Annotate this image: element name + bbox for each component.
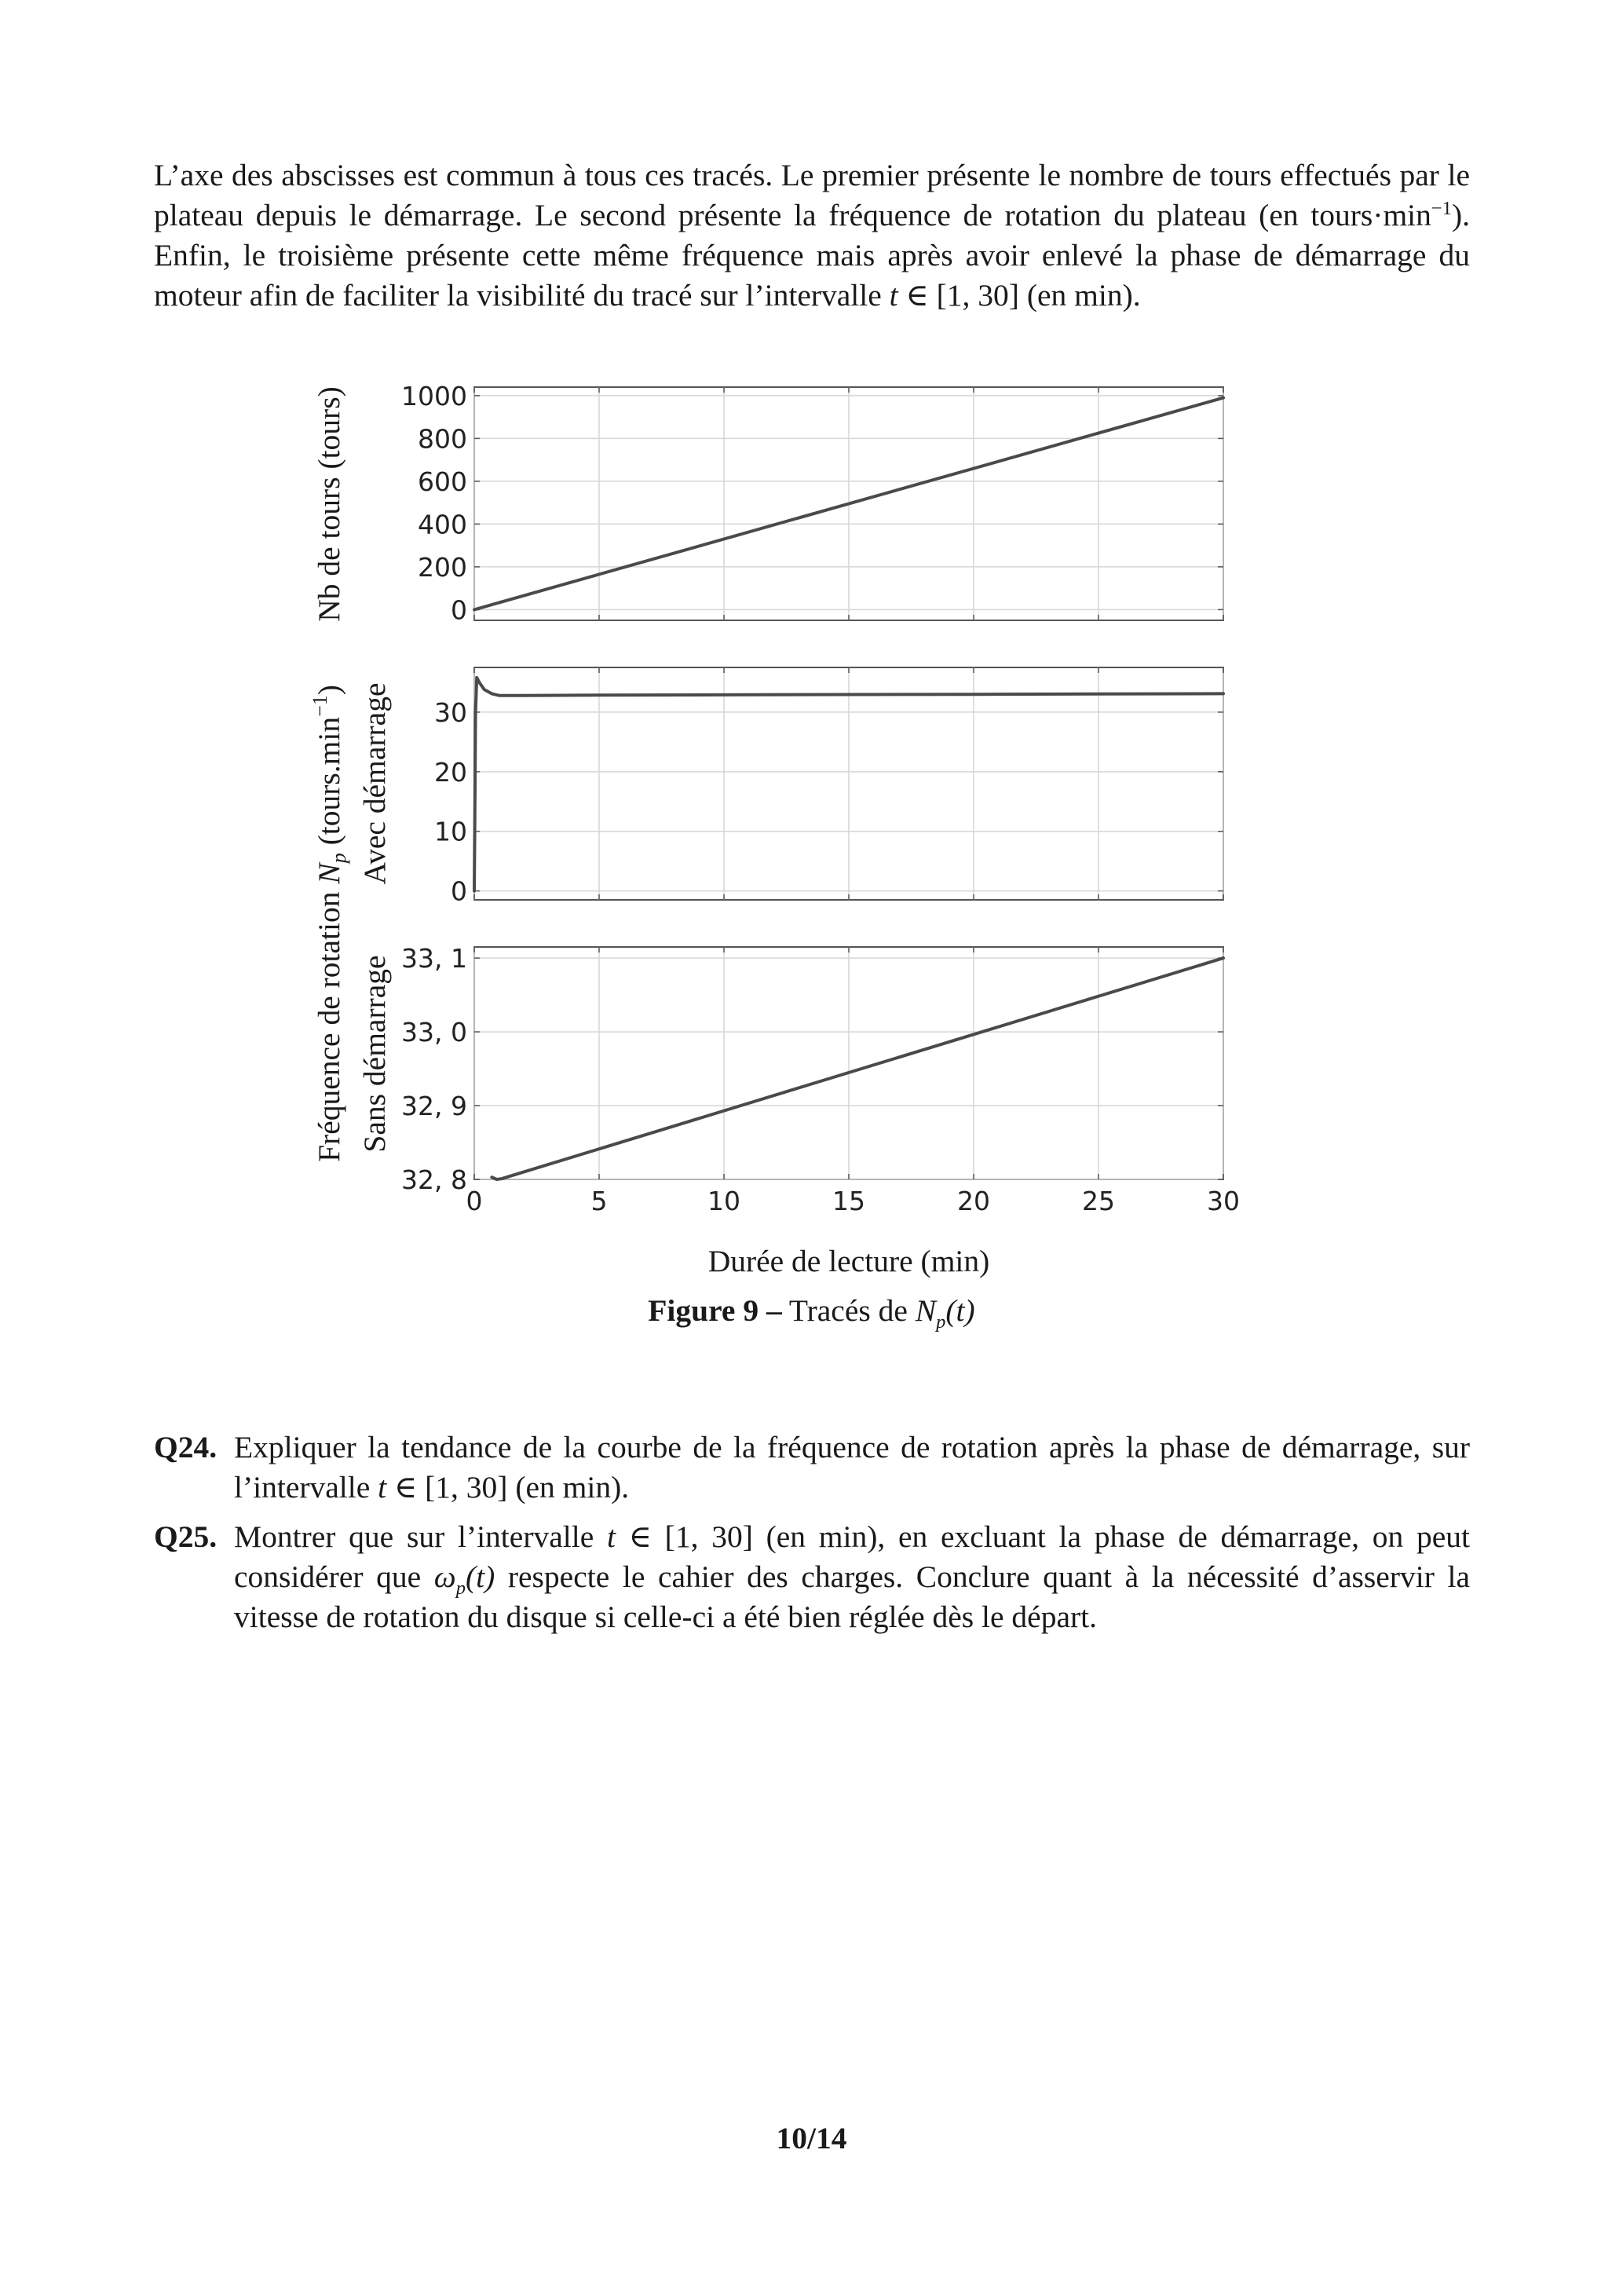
x-tick-label: 5 (590, 1186, 608, 1216)
y-tick-label: 0 (451, 876, 467, 907)
intro-text-2: ). Enfin, le troisième présente cette même fréquence mais après avoir enlevé la phase de démarrage du moteur afin de faciliter la visibilité du tracé sur l’intervalle (154, 198, 1470, 313)
intro-var-t: t (889, 278, 898, 313)
x-tick-label: 0 (466, 1186, 483, 1216)
question-number: Q24. (154, 1430, 217, 1464)
question-var-t: t (378, 1470, 387, 1504)
intro-text-1: L’axe des abscisses est commun à tous ces tracés. Le premier présente le nombre de tours effectués par le plateau depuis le démarrage. Le second présente la fréquence de rotation du plateau (en tours·min (154, 158, 1470, 232)
question-text-a: Expliquer la tendance de la courbe de la fréquence de rotation après la phase de démarrage, sur l’intervalle (234, 1430, 1470, 1504)
y-tick-label: 400 (418, 509, 467, 540)
question-24 (154, 1428, 1470, 1508)
y-tick-label: 200 (418, 551, 467, 583)
y-axis-label-with-startup: Avec démarrage (357, 682, 392, 885)
question-number: Q25. (154, 1519, 217, 1554)
intro-exponent: −1 (1431, 197, 1452, 219)
caption-arg: (t) (945, 1293, 975, 1328)
x-tick-label: 15 (832, 1186, 865, 1216)
y-tick-label: 20 (434, 756, 467, 788)
panel-3-series-line (492, 958, 1223, 1179)
y-tick-label: 0 (451, 594, 467, 626)
y-tick-label: 10 (434, 816, 467, 847)
caption-bold: Figure 9 – (648, 1293, 782, 1328)
y-tick-label: 30 (434, 696, 467, 728)
question-var-t: t (606, 1519, 616, 1554)
y-tick-label: 1000 (401, 380, 467, 411)
question-text-c: respecte le cahier des charges. Conclure quant à la nécessité d’asservir la vitesse de rotation du disque si celle-ci a été bien réglée dès le départ. (234, 1559, 1470, 1634)
y-label-freq-close: ) (312, 685, 346, 696)
y-label-freq-sub: p (327, 853, 350, 864)
question-text (234, 1517, 1470, 1637)
question-text-b: ∈ [1, 30] (en min), en excluant la phase de démarrage, on peut considérer que (234, 1519, 1470, 1594)
question-text-a: Montrer que sur l’intervalle (234, 1519, 607, 1554)
question-text (234, 1428, 1470, 1508)
y-tick-label: 32, 9 (401, 1091, 467, 1122)
question-sub-p: p (455, 1577, 466, 1599)
y-tick-label: 32, 8 (401, 1164, 467, 1195)
caption-var: N (915, 1293, 937, 1328)
question-var-omega: ω (433, 1559, 456, 1594)
question-text-b: ∈ [1, 30] (en min). (386, 1470, 630, 1504)
y-axis-label-without-startup: Sans démarrage (357, 955, 392, 1153)
y-tick-label: 33, 0 (401, 1017, 467, 1048)
x-tick-label: 30 (1207, 1186, 1240, 1216)
intro-text-3: ∈ [1, 30] (en min). (897, 278, 1141, 313)
x-tick-label: 10 (707, 1186, 740, 1216)
y-label-freq-unit: (tours.min (312, 716, 346, 854)
y-label-freq-sup: −1 (309, 695, 331, 717)
y-tick-label: 600 (418, 466, 467, 497)
y-axis-label-rounds: Nb de tours (tours) (312, 386, 346, 622)
caption-text: Tracés de (781, 1293, 916, 1328)
y-tick-label: 800 (418, 423, 467, 455)
caption-sub: p (936, 1311, 946, 1333)
y-axis-label-frequency (309, 685, 350, 1162)
y-label-freq-prefix: Fréquence de rotation (312, 883, 346, 1162)
x-tick-label: 25 (1082, 1186, 1115, 1216)
y-label-freq-var: N (312, 863, 346, 884)
question-var-arg: (t) (465, 1559, 495, 1594)
x-axis-label: Durée de lecture (min) (707, 1244, 990, 1278)
page-number: 10/14 (776, 2121, 847, 2155)
x-tick-label: 20 (957, 1186, 990, 1216)
y-tick-label: 33, 1 (401, 943, 467, 974)
figure-caption (0, 1292, 1623, 1333)
question-25 (154, 1517, 1470, 1637)
